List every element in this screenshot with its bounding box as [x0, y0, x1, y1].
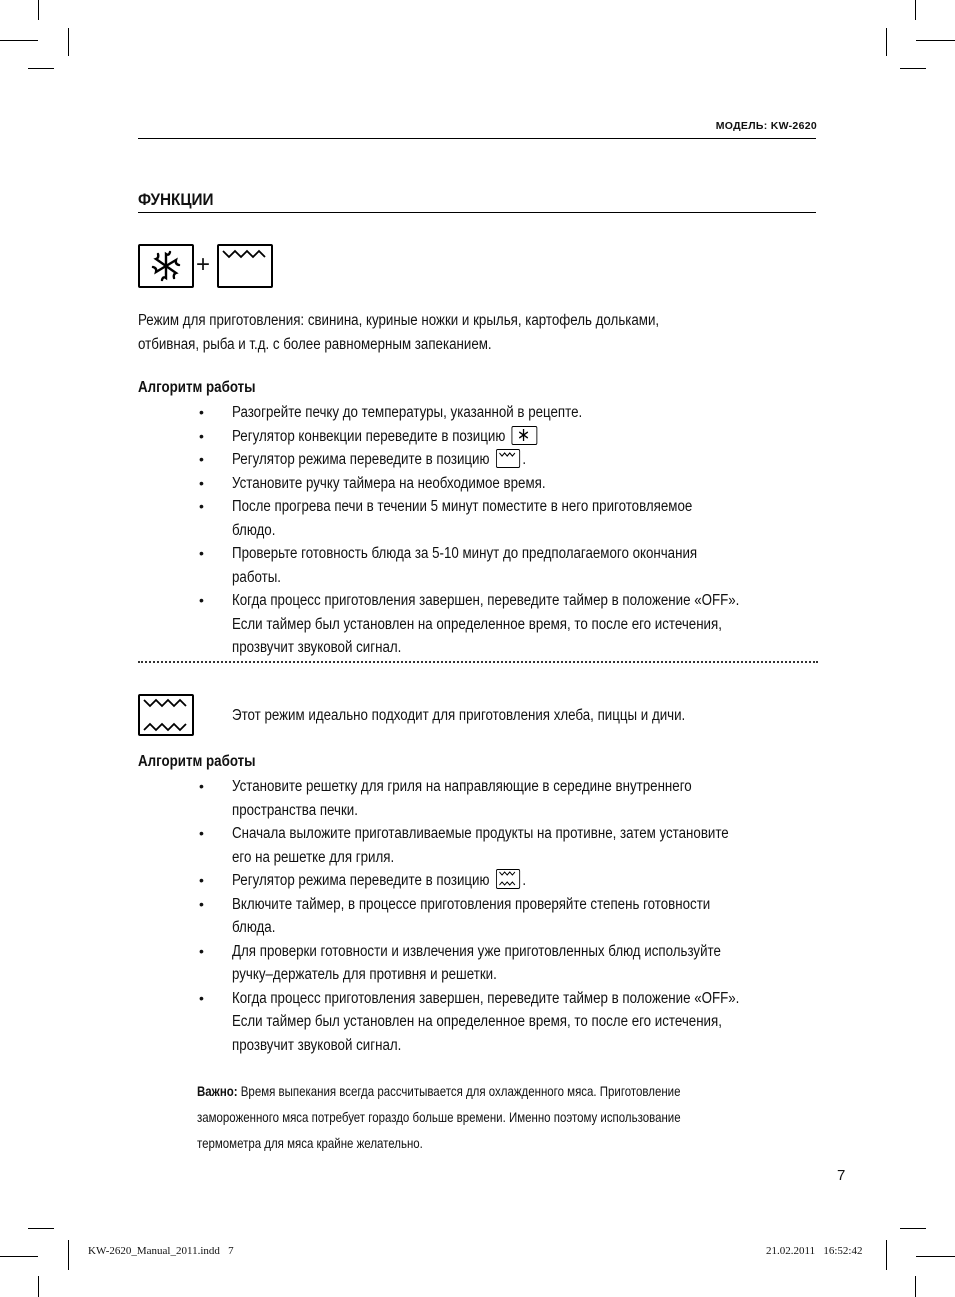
- list-item: • Когда процесс приготовления завершен, переведите таймер в положение «OFF». Если таймер был установлен на определенное время, то после его истечения, прозвучит звуковой сигнал.: [199, 989, 740, 1054]
- header-rule: [138, 138, 816, 139]
- dotted-divider: [138, 661, 818, 663]
- list-item: • После прогрева печи в течении 5 минут поместите в него приготовляемое блюдо.: [199, 498, 693, 539]
- list-item: • Для проверки готовности и извлечения уже приготовленных блюд используйте ручку–держатель для противня и решетки.: [199, 942, 721, 983]
- list-item: • Регулятор конвекции переведите в позицию: [232, 425, 822, 449]
- list-item: • Сначала выложите приготавливаемые продукты на противне, затем установите его на решетке для гриля.: [199, 825, 729, 866]
- footer-datetime: 21.02.2011 16:52:42: [766, 1245, 863, 1257]
- list-item: • Разогрейте печку до температуры, указанной в рецепте.: [199, 404, 583, 421]
- section1-description: Режим для приготовления: свинина, куриные ножки и крылья, картофель дольками, отбивная, рыба и т.д. с более равномерным запеканием.: [138, 312, 660, 353]
- plus-sign: +: [196, 251, 211, 278]
- fan-icon: [138, 244, 194, 288]
- important-label: Важно:: [197, 1083, 238, 1099]
- top-heater-icon: [496, 449, 520, 468]
- list-item: • Включите таймер, в процессе приготовления проверяйте степень готовности блюда.: [199, 895, 711, 936]
- section2-description: Этот режим идеально подходит для приготовления хлеба, пиццы и дичи.: [232, 707, 686, 724]
- top-bottom-heater-icon: [138, 694, 194, 736]
- page-number: 7: [837, 1167, 846, 1184]
- steps-list-2: [199, 775, 822, 1057]
- model-header: МОДЕЛЬ: KW-2620: [715, 120, 817, 132]
- list-item: • Когда процесс приготовления завершен, переведите таймер в положение «OFF». Если таймер был установлен на определенное время, то после его истечения, прозвучит звуковой сигнал.: [199, 592, 740, 656]
- top-bottom-heater-icon: [496, 869, 520, 889]
- section-title: ФУНКЦИИ: [138, 190, 214, 209]
- algo-title-1: Алгоритм работы: [138, 379, 256, 396]
- list-item: • Установите ручку таймера на необходимое время.: [199, 474, 546, 492]
- title-rule: [138, 212, 816, 213]
- list-item: • Регулятор режима переведите в позицию .: [232, 869, 822, 893]
- important-note: Важно: Время выпекания всегда рассчитывается для охлажденного мяса. Приготовление замороженного мяса потребует гораздо больше времени. Именно поэтому использование термометра для мяса крайне желательно.: [197, 1083, 681, 1151]
- footer-file: KW-2620_Manual_2011.indd 7: [88, 1245, 234, 1257]
- list-item: • Проверьте готовность блюда за 5-10 минут до предполагаемого окончания работы.: [199, 545, 698, 586]
- list-item: • Регулятор режима переведите в позицию .: [199, 451, 527, 468]
- steps-list-1: [199, 401, 822, 660]
- list-item: • Установите решетку для гриля на направляющие в середине внутреннего пространства печки.: [199, 778, 692, 819]
- algo-title-2: Алгоритм работы: [138, 753, 256, 770]
- top-heater-icon: [217, 244, 273, 288]
- fan-icon: [512, 426, 538, 445]
